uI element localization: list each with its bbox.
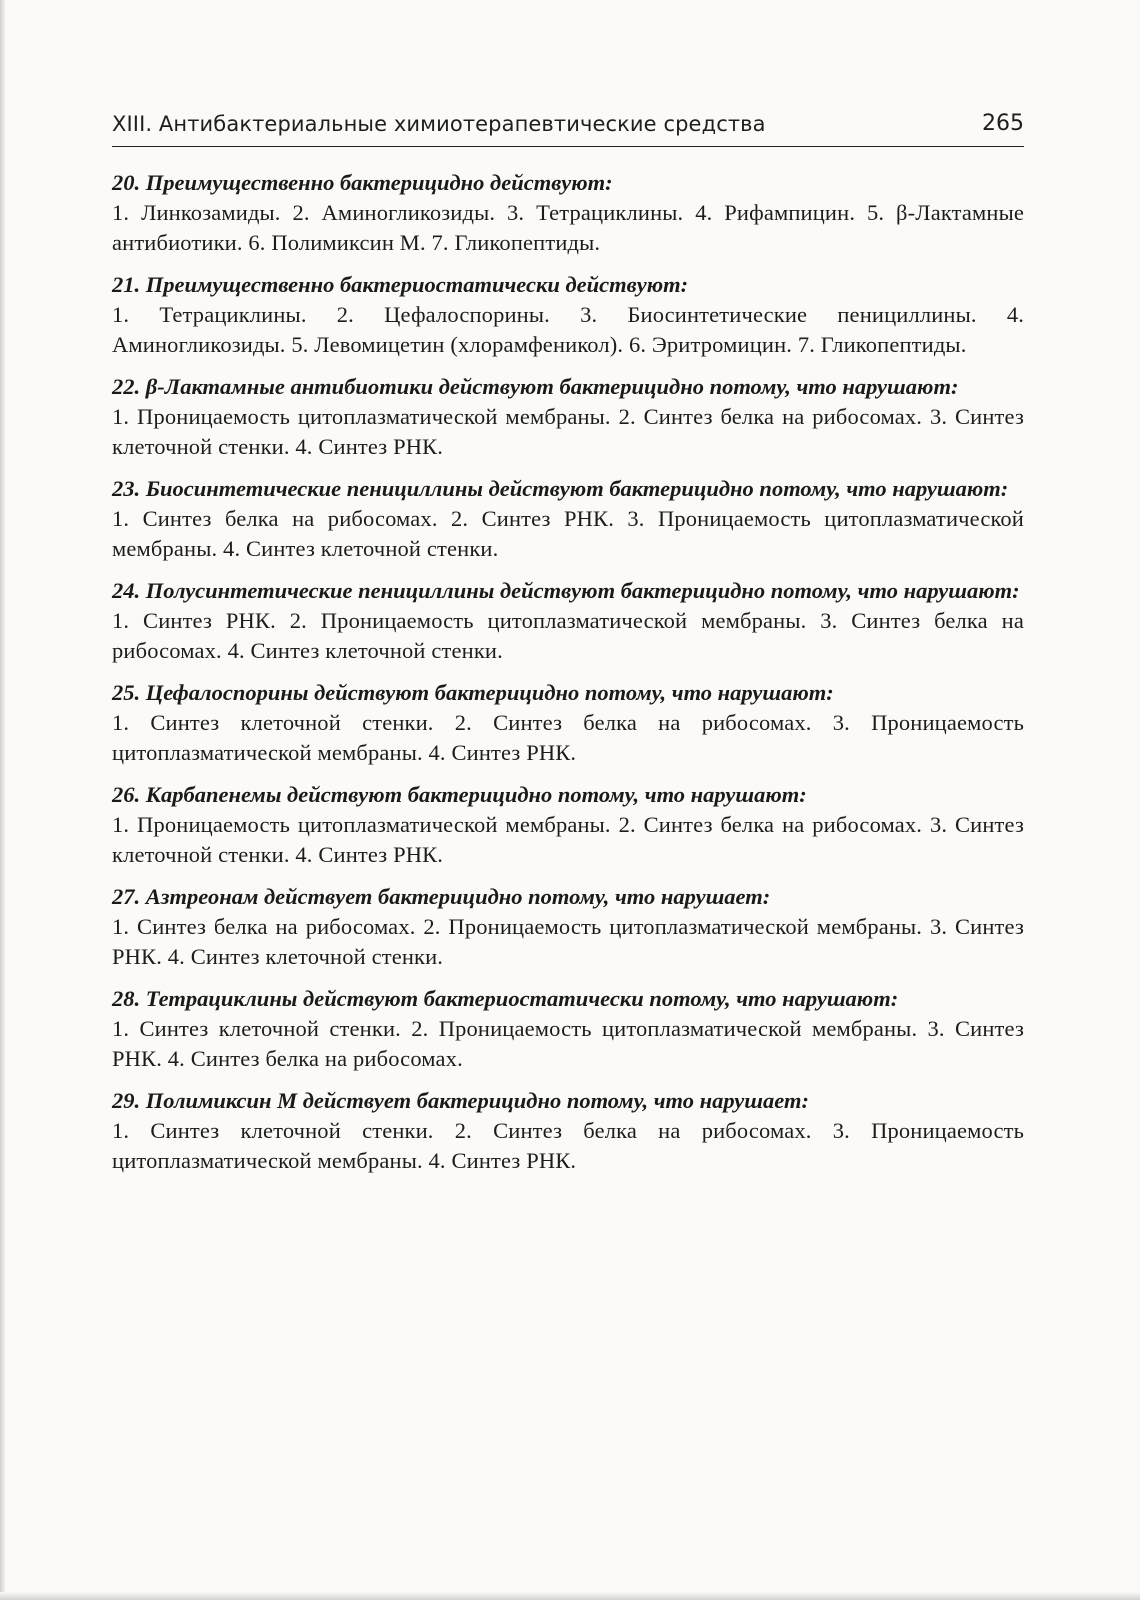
answer-options: 1. Синтез белка на рибосомах. 2. Проницаемость цитоплазматической мембраны. 3. Синтез РНК. 4. Синтез клеточной стенки. [112,914,1024,969]
question-stem: 21. Преимущественно бактериостатически действуют: [112,272,689,297]
answer-options: 1. Синтез клеточной стенки. 2. Проницаемость цитоплазматической мембраны. 3. Синтез РНК. 4. Синтез белка на рибосомах. [112,1016,1024,1071]
question-28 [112,984,1024,1074]
question-stem: 22. β-Лактамные антибиотики действуют бактерицидно потому, что нарушают: [112,374,959,399]
answer-options: 1. Тетрациклины. 2. Цефалоспорины. 3. Биосинтетические пенициллины. 4. Аминогликозиды. 5. Левомицетин (хлорамфеникол). 6. Эритромицин. 7. Гликопептиды. [112,302,1024,357]
page-number: 265 [982,111,1024,136]
answer-options: 1. Синтез РНК. 2. Проницаемость цитоплазматической мембраны. 3. Синтез белка на рибосомах. 4. Синтез клеточной стенки. [112,608,1024,663]
question-26 [112,780,1024,870]
page-bottom-shadow [0,1592,1140,1600]
question-stem: 29. Полимиксин М действует бактерицидно потому, что нарушает: [112,1088,809,1113]
running-head: XIII. Антибактериальные химиотерапевтические средства [112,112,766,136]
answer-options: 1. Синтез клеточной стенки. 2. Синтез белка на рибосомах. 3. Проницаемость цитоплазматической мембраны. 4. Синтез РНК. [112,1118,1024,1173]
question-27 [112,882,1024,972]
question-stem: 20. Преимущественно бактерицидно действуют: [112,170,613,195]
answer-options: 1. Проницаемость цитоплазматической мембраны. 2. Синтез белка на рибосомах. 3. Синтез клеточной стенки. 4. Синтез РНК. [112,404,1024,459]
question-25 [112,678,1024,768]
question-stem: 27. Азтреонам действует бактерицидно потому, что нарушает: [112,884,771,909]
answer-options: 1. Линкозамиды. 2. Аминогликозиды. 3. Тетрациклины. 4. Рифампицин. 5. β-Лактамные антибиотики. 6. Полимиксин М. 7. Гликопептиды. [112,200,1024,255]
question-23 [112,474,1024,564]
question-stem: 24. Полусинтетические пенициллины действуют бактерицидно потому, что нарушают: [112,578,1020,603]
answer-options: 1. Проницаемость цитоплазматической мембраны. 2. Синтез белка на рибосомах. 3. Синтез клеточной стенки. 4. Синтез РНК. [112,812,1024,867]
question-20 [112,168,1024,258]
question-22 [112,372,1024,462]
question-21 [112,270,1024,360]
page-edge-shadow [0,0,6,1600]
question-stem: 23. Биосинтетические пенициллины действуют бактерицидно потому, что нарушают: [112,476,1009,501]
question-stem: 25. Цефалоспорины действуют бактерицидно потому, что нарушают: [112,680,834,705]
question-stem: 28. Тетрациклины действуют бактериостатически потому, что нарушают: [112,986,899,1011]
question-list [112,168,1024,1188]
page-header [112,108,1024,147]
question-24 [112,576,1024,666]
answer-options: 1. Синтез клеточной стенки. 2. Синтез белка на рибосомах. 3. Проницаемость цитоплазматической мембраны. 4. Синтез РНК. [112,710,1024,765]
answer-options: 1. Синтез белка на рибосомах. 2. Синтез РНК. 3. Проницаемость цитоплазматической мембраны. 4. Синтез клеточной стенки. [112,506,1024,561]
question-29 [112,1086,1024,1176]
question-stem: 26. Карбапенемы действуют бактерицидно потому, что нарушают: [112,782,807,807]
